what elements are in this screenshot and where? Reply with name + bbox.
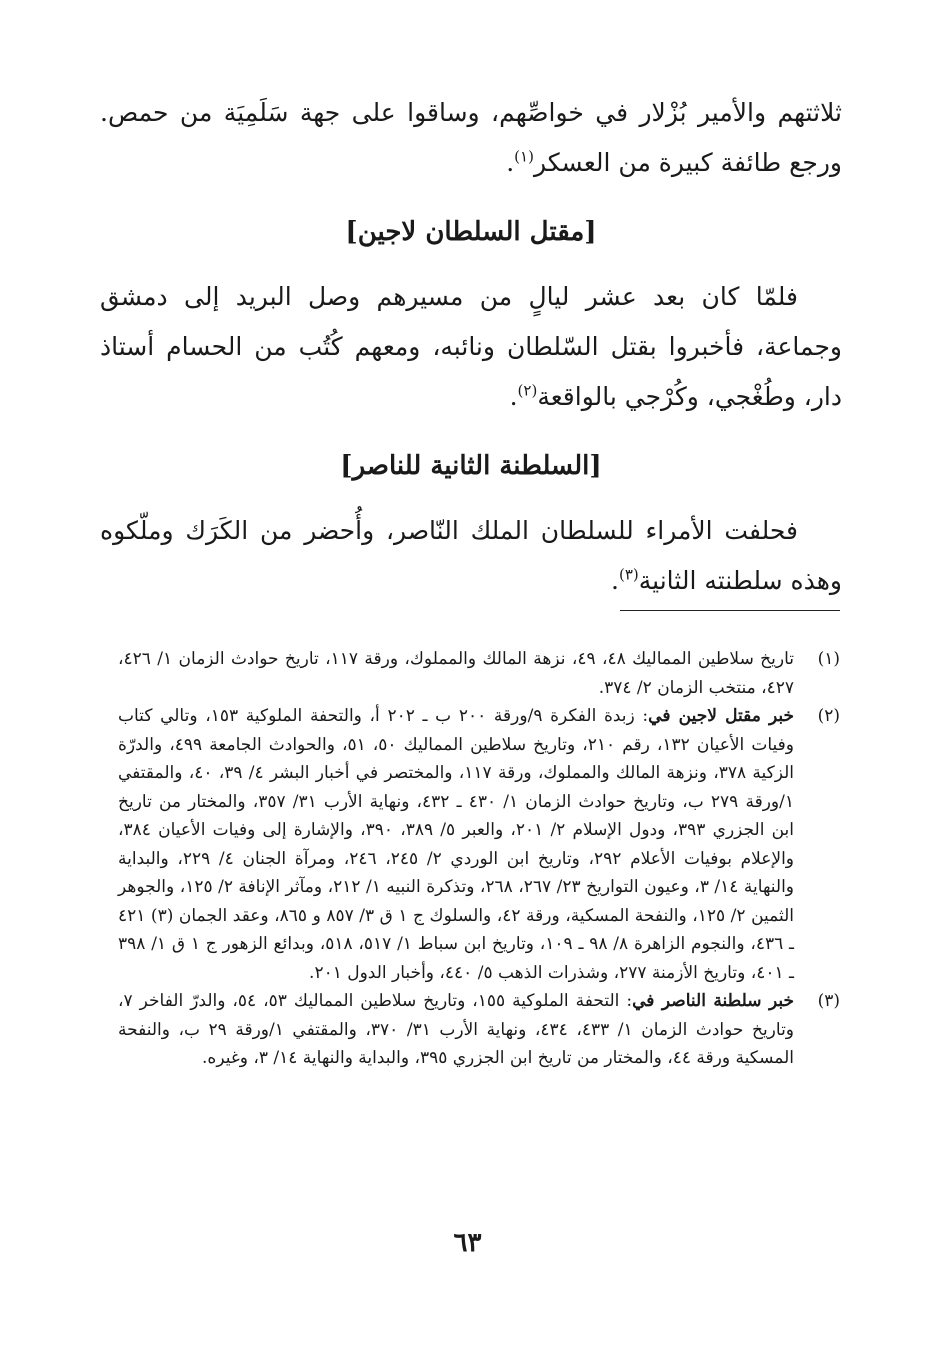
footnote-text: [118, 987, 794, 1073]
paragraph-3-end: .: [611, 566, 619, 595]
paragraph-3-text: فحلفت الأمراء للسلطان الملك النّاصر، وأُحضر من الكَرَك وملّكوه وهذه سلطنته الثانية: [100, 516, 842, 595]
paragraph-2-text: فلمّا كان بعد عشر ليالٍ من مسيرهم وصل البريد إلى دمشق وجماعة، فأخبروا بقتل السّلطان ونائبه، ومعهم كُتُب من الحسام أستاذ دار، وطُغْجي، وكُرْجي بالواقعة: [100, 282, 842, 411]
footnote-number: (١): [817, 649, 840, 669]
footnote-3: [118, 987, 840, 1073]
footnote-body: : زبدة الفكرة ٩/ورقة ٢٠٠ ب ـ ٢٠٢ أ، والتحفة الملوكية ١٥٣، وتالي كتاب وفيات الأعيان ١٣٢، رقم ٢١٠، وتاريخ سلاطين المماليك ٥٠، ٥١، والحوادث الجامعة ٤٩٩، والدرّة الزكية ٣٧٨، ونزهة المالك والمملوك، ورقة ١١٧، والمختصر في أخبار البشر ٤/ ٣٩، ٤٠، والمقتفي ١/ورقة ٢٧٩ ب، وتاريخ حوادث الزمان ١/ ٤٣٠ ـ ٤٣٢، ونهاية الأرب ٣١/ ٣٥٧، والمختار من تاريخ ابن الجزري ٣٩٣، ودول الإسلام ٢/ ٢٠١، والعبر ٥/ ٣٨٩، ٣٩٠، والإشارة إلى وفيات الأعيان ٣٨٤، والإعلام بوفيات الأعلام ٢٩٢، وتاريخ ابن الوردي ٢/ ٢٤٥، ٢٤٦، ومرآة الجنان ٤/ ٢٢٩، والبداية والنهاية ١٤/ ٣، وعيون التواريخ ٢٣/ ٢٦٧، ٢٦٨، وتذكرة النبيه ١/ ٢١٢، ومآثر الإنافة ٢/ ١٢٥، والجوهر الثمين ٢/ ١٢٥، والنفحة المسكية، ورقة ٤٢، والسلوك ج ١ ق ٣/ ٨٥٧ و ٨٦٥، وعقد الجمان (٣) ٤٢١ ـ ٤٣٦، والنجوم الزاهرة ٨/ ٩٨ ـ ١٠٩، وتاريخ ابن سباط ١/ ٥١٧، ٥١٨، وبدائع الزهور ج ١ ق ١/ ٣٩٨ ـ ٤٠١، وتاريخ الأزمنة ٢٧٧، وشذرات الذهب ٥/ ٤٤٠، وأخبار الدول ٢٠١.: [118, 706, 795, 983]
footnotes: [118, 645, 840, 1073]
footnote-ref-1[interactable]: (١): [514, 147, 534, 166]
footnote-ref-2[interactable]: (٢): [517, 381, 538, 400]
footnote-lead: خبر سلطنة الناصر في: [632, 991, 795, 1011]
footnote-text: [118, 702, 794, 987]
page-number: ٦٣: [453, 1228, 482, 1258]
paragraph-1-text: ثلاثتهم والأمير بُزْلار في خواصِّهم، وساقوا على جهة سَلَمِيَة من حمص. ورجع طائفة كبيرة من العسكر: [100, 98, 842, 177]
footnote-text: [118, 645, 794, 702]
footnote-number: (٢): [817, 706, 840, 726]
paragraph-3: [100, 506, 842, 606]
paragraph-1-end: .: [506, 148, 515, 177]
footnote-lead: خبر مقتل لاجين في: [648, 706, 795, 726]
footnote-body: تاريخ سلاطين المماليك ٤٨، ٤٩، نزهة المالك والمملوك، ورقة ١١٧، تاريخ حوادث الزمان ١/ ٤٢٦، ٤٢٧، منتخب الزمان ٢/ ٣٧٤.: [118, 649, 795, 698]
footnote-divider: [620, 610, 840, 611]
section-heading-nasir: [السلطنة الثانية للناصر]: [340, 451, 602, 481]
section-heading-lajin: [مقتل السلطان لاجين]: [345, 217, 597, 247]
paragraph-2-end: .: [509, 382, 518, 411]
footnote-body: : التحفة الملوكية ١٥٥، وتاريخ سلاطين المماليك ٥٣، ٥٤، والدرّ الفاخر ٧، وتاريخ حوادث الزمان ١/ ٤٣٣، ٤٣٤، ونهاية الأرب ٣١/ ٣٧٠، والمقتفي ١/ورقة ٢٩ ب، والنفحة المسكية ورقة ٤٤، والمختار من تاريخ ابن الجزري ٣٩٥، والبداية والنهاية ١٤/ ٣، وغيره.: [118, 991, 795, 1068]
footnote-2: [118, 702, 840, 987]
paragraph-2: [100, 272, 842, 422]
footnote-ref-3[interactable]: (٣): [618, 565, 639, 584]
footnote-1: [118, 645, 840, 702]
paragraph-1: [100, 88, 842, 188]
footnote-number: (٣): [817, 991, 840, 1011]
main-text: [100, 88, 842, 606]
